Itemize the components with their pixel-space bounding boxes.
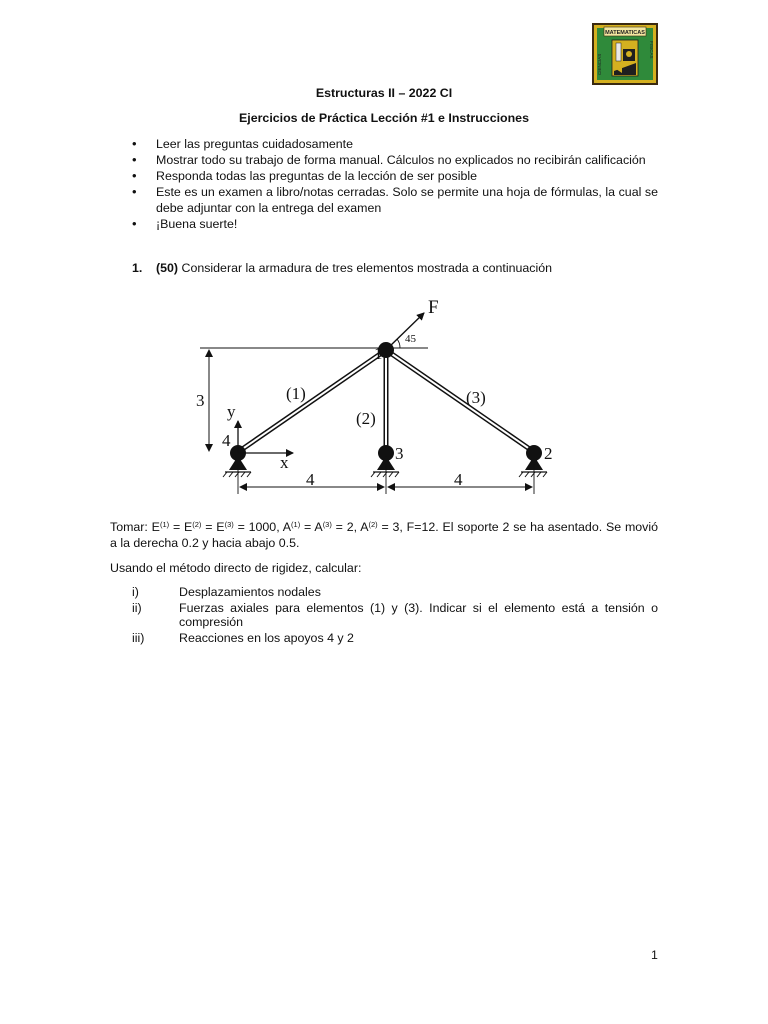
text-run: = E: [201, 520, 225, 534]
support-2: [519, 445, 547, 477]
instruction-item: • ¡Buena suerte!: [132, 216, 658, 232]
dim-right-label: 4: [454, 470, 463, 489]
text-run: = 2, A: [331, 520, 369, 534]
tasks-list: [132, 585, 658, 646]
text-run: = E: [169, 520, 193, 534]
question-points: (50): [156, 261, 179, 275]
superscript: (1): [291, 520, 301, 529]
element-1: [238, 350, 386, 452]
task-item: [132, 601, 658, 630]
document-title: Estructuras II – 2022 CI: [315, 86, 453, 100]
task-item: [132, 585, 658, 600]
task-item: [132, 631, 658, 646]
logo-right-text: FISICAS: [649, 41, 654, 59]
superscript: (1): [159, 520, 170, 529]
task-marker: iii): [132, 630, 145, 645]
given-data-paragraph: [110, 519, 658, 551]
document-subtitle: Ejercicios de Práctica Lección #1 e Instrucciones: [239, 111, 529, 125]
dim-left-label: 4: [306, 470, 315, 489]
logo-top-text: MATEMATICAS: [605, 30, 645, 36]
element-label-1: (1): [286, 384, 306, 403]
superscript: (2): [368, 520, 378, 529]
angle-label: 45: [405, 333, 416, 345]
element-label-3: (3): [466, 388, 486, 407]
superscript: (2): [192, 520, 202, 529]
axis-x-label: x: [280, 453, 289, 472]
page-number: 1: [651, 948, 658, 962]
force-label: F: [428, 297, 439, 318]
faculty-logo: [592, 23, 658, 85]
node-label-2: 2: [544, 444, 553, 463]
question-number: 1.: [132, 261, 143, 275]
axis-y-label: y: [227, 402, 236, 421]
logo-left-text: CIENCIAS: [597, 53, 602, 75]
task-text: Desplazamientos nodales: [179, 585, 321, 599]
question-1: [132, 260, 658, 276]
node-label-3: 3: [395, 444, 404, 463]
superscript: (3): [322, 520, 332, 529]
dim-height-label: 3: [196, 391, 205, 410]
element-3: [386, 350, 534, 452]
truss-figure: [192, 296, 572, 496]
method-text: Usando el método directo de rigidez, calcular:: [110, 561, 362, 575]
task-marker: i): [132, 585, 139, 599]
element-label-2: (2): [356, 409, 376, 428]
question-text: Considerar la armadura de tres elementos mostrada a continuación: [178, 261, 553, 275]
node-label-1: 1: [374, 344, 383, 363]
instruction-item: • Leer las preguntas cuidadosamente: [132, 136, 658, 152]
instruction-item: • Mostrar todo su trabajo de forma manual. Cálculos no explicados no recibirán calificación: [132, 152, 658, 168]
task-marker: ii): [132, 600, 142, 615]
node-label-4: 4: [222, 431, 231, 450]
task-text: Reacciones en los apoyos 4 y 2: [179, 630, 354, 645]
text-run: = 1000, A: [233, 520, 292, 534]
text-run: = A: [300, 520, 323, 534]
text-run: = 3, F=12. El soporte 2 se ha asentado. Se movió a la derecha 0.2 y hacia abajo 0.5.: [110, 520, 658, 550]
task-text: Fuerzas axiales para elementos (1) y (3). Indicar si el elemento está a tensión o compresión: [179, 600, 658, 629]
instructions-list: [132, 136, 658, 232]
text-run: Tomar: E: [110, 520, 160, 534]
superscript: (3): [224, 520, 234, 529]
instruction-item: • Este es un examen a libro/notas cerradas. Solo se permite una hoja de fórmulas, la cual se debe adjuntar con la entrega del examen: [132, 184, 658, 216]
instruction-item: • Responda todas las preguntas de la lección de ser posible: [132, 168, 658, 184]
